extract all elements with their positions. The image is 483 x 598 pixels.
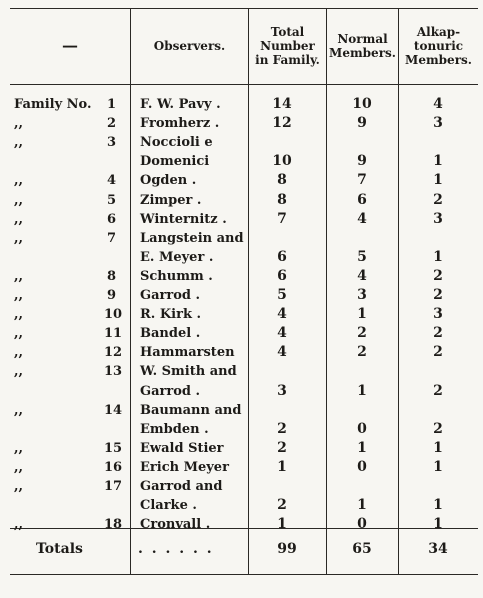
alkap-cell: 1 [433, 172, 443, 189]
family-number: 17 [104, 479, 123, 494]
family-label: ,, [14, 288, 24, 303]
alkap-cell: 2 [433, 191, 443, 208]
table-row [0, 229, 483, 248]
family-label: ,, [14, 517, 24, 533]
table-row [0, 191, 483, 210]
family-number: 12 [104, 345, 123, 361]
observer-name: Zimper . [140, 192, 202, 208]
header-rule [10, 84, 478, 85]
normal-cell: 1 [357, 497, 367, 514]
observer-name: E. Meyer . [140, 249, 214, 265]
normal-cell: 1 [357, 439, 367, 456]
total-cell: 4 [277, 344, 287, 361]
family-label: ,, [14, 173, 24, 189]
header-observers: Observers. [153, 39, 226, 53]
alkap-cell: 2 [433, 267, 443, 284]
family-label: ,, [14, 479, 24, 494]
table-row [0, 515, 483, 534]
total-cell: 3 [277, 382, 287, 399]
family-label: ,, [14, 345, 24, 361]
table-row [0, 95, 483, 114]
table-row [0, 133, 483, 152]
table-row [0, 171, 483, 190]
header-family: — [62, 36, 78, 55]
total-cell: 6 [277, 248, 287, 265]
normal-cell: 6 [357, 191, 367, 208]
observer-name: W. Smith and [140, 364, 237, 380]
normal-cell: 0 [357, 516, 367, 533]
normal-cell: 10 [352, 96, 372, 112]
observer-name: F. W. Pavy . [140, 97, 221, 112]
observer-name: Cronvall . [140, 517, 211, 533]
normal-cell: 3 [357, 287, 367, 303]
total-cell: 8 [277, 172, 287, 189]
observer-name: Fromherz . [140, 116, 220, 132]
family-number: 6 [106, 211, 116, 227]
table-row [0, 420, 483, 439]
observer-name: Garrod . [140, 288, 201, 303]
observer-name: Ogden . [140, 173, 197, 189]
normal-cell: 9 [357, 153, 367, 170]
header-total: Total Number in Family. [255, 25, 320, 67]
family-label: ,, [14, 402, 24, 418]
family-label: ,, [14, 326, 24, 342]
alkap-cell: 3 [433, 115, 443, 132]
alkap-cell: 1 [433, 248, 443, 265]
family-label: ,, [14, 192, 24, 208]
family-label: ,, [14, 230, 24, 246]
alkap-cell: 1 [433, 153, 443, 170]
family-number: 16 [104, 459, 123, 475]
normal-cell: 5 [357, 248, 367, 265]
family-number: 1 [106, 97, 116, 112]
totals-normal: 65 [352, 541, 372, 557]
total-cell: 7 [277, 210, 287, 227]
alkap-cell: 1 [433, 458, 443, 475]
table-row [0, 458, 483, 477]
family-label: ,, [14, 116, 24, 132]
total-cell: 14 [272, 96, 292, 112]
observer-name: Winternitz . [140, 211, 227, 227]
alkap-cell: 2 [433, 382, 443, 399]
table-row [0, 496, 483, 515]
total-cell: 6 [277, 267, 287, 284]
table-row [0, 248, 483, 267]
family-number: 10 [104, 307, 123, 323]
family-number: 14 [104, 402, 123, 418]
family-number: 13 [104, 364, 123, 380]
family-number: 4 [106, 173, 116, 189]
alkap-cell: 3 [433, 210, 443, 227]
observer-name: Domenici [140, 154, 210, 170]
bottom-rule [10, 574, 478, 575]
total-cell: 4 [277, 325, 287, 342]
normal-cell: 1 [357, 382, 367, 399]
family-label: ,, [14, 440, 24, 456]
family-number: 8 [106, 268, 116, 284]
alkap-cell: 1 [433, 516, 443, 533]
header-alkap: Alkap- tonuric Members. [405, 25, 472, 67]
observer-name: R. Kirk . [140, 307, 202, 323]
table-row [0, 267, 483, 286]
normal-cell: 1 [357, 306, 367, 323]
family-label: ,, [14, 459, 24, 475]
observer-name: Hammarsten [140, 345, 235, 361]
observer-name: Langstein and [140, 230, 244, 246]
family-label: ,, [14, 211, 24, 227]
total-cell: 8 [277, 191, 287, 208]
family-number: 11 [104, 326, 123, 342]
family-number: 18 [104, 517, 123, 533]
normal-cell: 9 [357, 115, 367, 132]
normal-cell: 0 [357, 458, 367, 475]
table-row [0, 382, 483, 401]
alkap-cell: 1 [433, 439, 443, 456]
normal-cell: 7 [357, 172, 367, 189]
table-row [0, 362, 483, 381]
total-cell: 5 [277, 287, 287, 303]
alkap-cell: 2 [433, 344, 443, 361]
table-row [0, 114, 483, 133]
total-cell: 1 [277, 458, 287, 475]
observer-name: Garrod . [140, 383, 201, 399]
family-label: ,, [14, 268, 24, 284]
family-number: 15 [104, 440, 123, 456]
total-cell: 2 [277, 497, 287, 514]
normal-cell: 0 [357, 420, 367, 437]
alkap-cell: 1 [433, 497, 443, 514]
total-cell: 1 [277, 516, 287, 533]
observer-name: Baumann and [140, 402, 242, 418]
header-normal: Normal Members. [329, 32, 396, 60]
alkap-cell: 2 [433, 420, 443, 437]
table-row [0, 343, 483, 362]
total-cell: 2 [277, 439, 287, 456]
family-label: Family No. [14, 97, 92, 112]
totals-total: 99 [277, 541, 297, 557]
alkap-cell: 4 [433, 96, 443, 112]
totals-dots: . . . . . . [138, 541, 214, 557]
observer-name: Embden . [140, 421, 209, 437]
alkap-cell: 2 [433, 287, 443, 303]
family-number: 9 [106, 288, 116, 303]
table-row [0, 305, 483, 324]
observer-name: Garrod and [140, 479, 223, 494]
table-row [0, 210, 483, 229]
totals-label: Totals [36, 541, 83, 557]
normal-cell: 2 [357, 325, 367, 342]
family-label: ,, [14, 135, 24, 151]
family-label: ,, [14, 307, 24, 323]
table-row [0, 324, 483, 343]
total-cell: 4 [277, 306, 287, 323]
table-row [0, 152, 483, 171]
family-number: 7 [106, 230, 116, 246]
table-row [0, 439, 483, 458]
observer-name: Ewald Stier [140, 440, 224, 456]
observer-name: Bandel . [140, 326, 201, 342]
alkap-cell: 2 [433, 325, 443, 342]
table-row [0, 401, 483, 420]
observer-name: Erich Meyer [140, 459, 229, 475]
normal-cell: 4 [357, 210, 367, 227]
normal-cell: 4 [357, 267, 367, 284]
alkap-cell: 3 [433, 306, 443, 323]
table-row [0, 286, 483, 305]
observer-name: Clarke . [140, 498, 197, 514]
family-number: 3 [106, 135, 116, 151]
total-cell: 12 [272, 115, 292, 132]
family-number: 5 [106, 192, 116, 208]
family-number: 2 [106, 116, 116, 132]
normal-cell: 2 [357, 344, 367, 361]
family-label: ,, [14, 364, 24, 380]
observer-name: Schumm . [140, 268, 213, 284]
total-cell: 2 [277, 420, 287, 437]
totals-alkap: 34 [428, 541, 448, 557]
table-row [0, 477, 483, 496]
observer-name: Noccioli e [140, 135, 213, 151]
total-cell: 10 [272, 153, 292, 170]
